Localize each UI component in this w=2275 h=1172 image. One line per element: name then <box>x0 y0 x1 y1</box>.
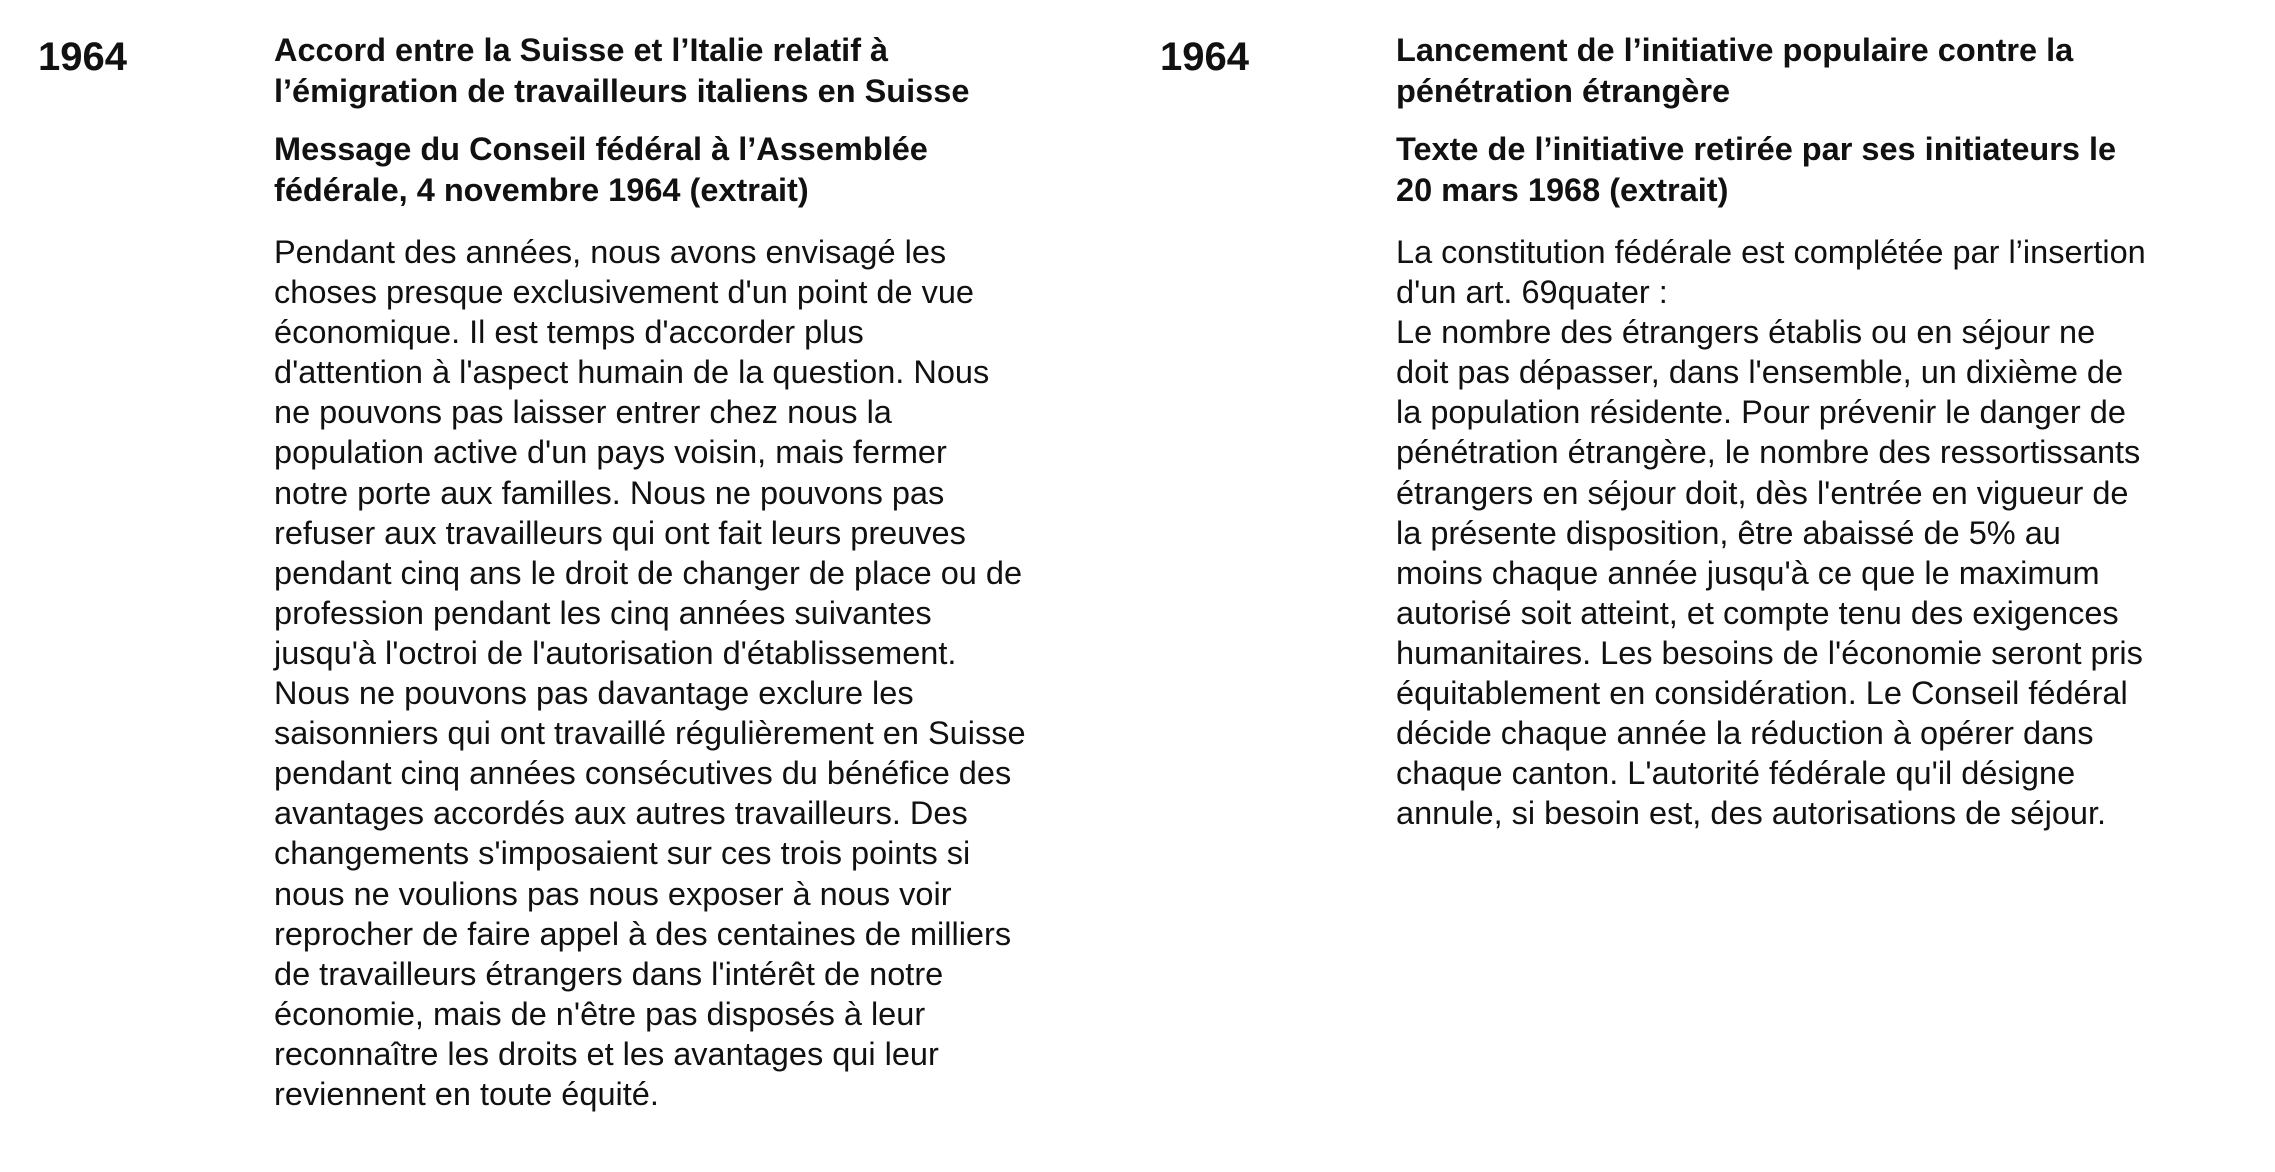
entry-body-text: La constitution fédérale est complétée par l’insertion d'un art. 69quater : Le nombre des étrangers établis ou en séjour ne doit pas dépasser, dans l'ensemble, un dixième de la population résidente. Pour prévenir le danger de pénétration étrangère, le nombre des ressortissants étrangers en séjour doit, dès l'entrée en vigueur de la présente disposition, être abaissé de 5% au moins chaque année jusqu'à ce que le maximum autorisé soit atteint, et compte tenu des exigences humanitaires. Les besoins de l'économie seront pris équitablement en considération. Le Conseil fédéral décide chaque année la réduction à opérer dans chaque canton. L'autorité fédérale qu'il désigne annule, si besoin est, des autorisations de séjour. <box>1396 234 2146 832</box>
year-label-left: 1964 <box>38 35 127 79</box>
entry-subtitle: Texte de l’initiative retirée par ses initiateurs le 20 mars 1968 (extrait) <box>1396 131 2117 208</box>
entry-italy-agreement <box>274 30 1074 1114</box>
entry-body-text: Pendant des années, nous avons envisagé les choses presque exclusivement d'un point de vue économique. Il est temps d'accorder plus d'attention à l'aspect humain de la question. Nous ne pouvons pas laisser entrer chez nous la population active d'un pays voisin, mais fermer notre porte aux familles. Nous ne pouvons pas refuser aux travailleurs qui ont fait leurs preuves pendant cinq ans le droit de changer de place ou de profession pendant les cinq années suivantes jusqu'à l'octroi de l'autorisation d'établissement. Nous ne pouvons pas davantage exclure les saisonniers qui ont travaillé régulièrement en Suisse pendant cinq années consécutives du bénéfice des avantages accordés aux autres travailleurs. Des changements s'imposaient sur ces trois points si nous ne voulions pas nous exposer à nous voir reprocher de faire appel à des centaines de milliers de travailleurs étrangers dans l'intérêt de notre économie, mais de n'être pas disposés à leur reconnaître les droits et les avantages qui leur reviennent en toute équité. <box>274 234 1026 1112</box>
entry-title: Accord entre la Suisse et l’Italie relatif à l’émigration de travailleurs italiens en Suisse <box>274 32 970 109</box>
entry-title: Lancement de l’initiative populaire contre la pénétration étrangère <box>1396 32 2074 109</box>
entry-subtitle: Message du Conseil fédéral à l’Assemblée fédérale, 4 novembre 1964 (extrait) <box>274 131 928 208</box>
entry-popular-initiative <box>1396 30 2196 833</box>
year-label-right: 1964 <box>1160 35 1249 79</box>
